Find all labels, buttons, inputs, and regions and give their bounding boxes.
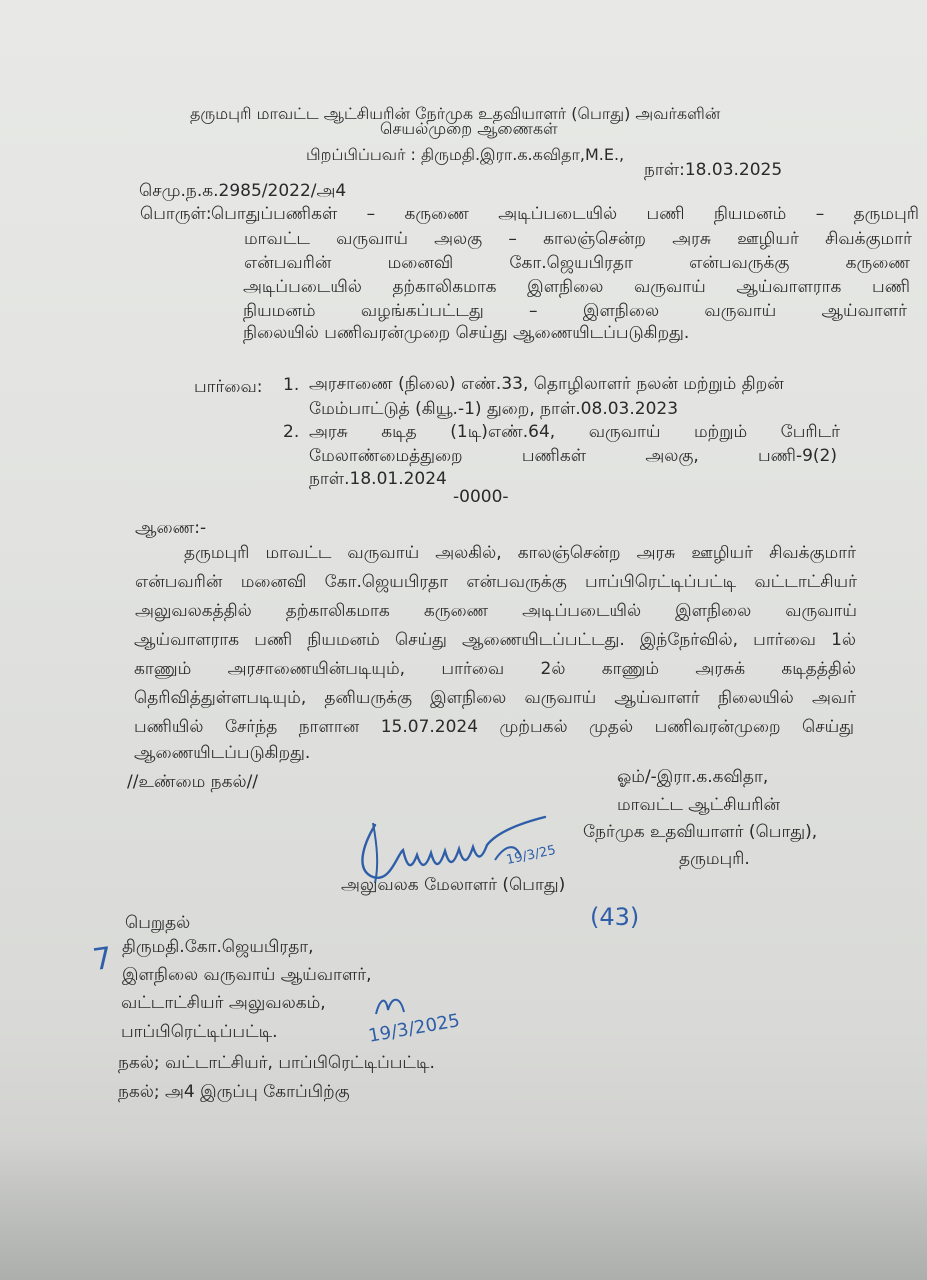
reference-line: அரசாணை (நிலை) எண்.33, தொழிலாளர் நலன் மற்றும் திறன்: [309, 374, 784, 394]
signatory-name: ஓம்/-இரா.க.கவிதா,: [617, 767, 769, 787]
subject-line: பொதுப்பணிகள் – கருணை அடிப்படையில் பணி நியமனம் – தருமபுரி: [211, 204, 919, 224]
subject-line: அடிப்படையில் தற்காலிகமாக இளநிலை வருவாய் ஆய்வாளராக பணி: [243, 277, 910, 297]
subject-line: மாவட்ட வருவாய் அலகு – காலஞ்சென்ற அரசு ஊழியர் சிவக்குமார்: [244, 229, 912, 249]
order-line: என்பவரின் மனைவி கோ.ஜெயபிரதா என்பவருக்கு பாப்பிரெட்டிப்பட்டி வட்டாட்சியர்: [135, 572, 857, 592]
receipt-date: 19/3/2025: [366, 1010, 462, 1047]
handwritten-mark: 7: [90, 940, 115, 979]
order-label: ஆணை:-: [135, 518, 207, 538]
references-label: பார்வை:: [194, 377, 263, 397]
reference-line: மேலாண்மைத்துறை பணிகள் அலகு, பணி-9(2): [309, 446, 837, 466]
subject-line: நியமனம் வழங்கப்பட்டது – இளநிலை வருவாய் ஆய்வாளர்: [243, 301, 907, 321]
recipient-place: பாப்பிரெட்டிப்பட்டி.: [121, 1022, 278, 1042]
signatory-place: தருமபுரி.: [679, 849, 750, 869]
recipient-designation: இளநிலை வருவாய் ஆய்வாளர்,: [122, 965, 372, 985]
true-copy-label: //உண்மை நகல்//: [127, 772, 259, 792]
order-line: ஆய்வாளராக பணி நியமனம் செய்து ஆணையிடப்பட்டது. இந்நேர்வில், பார்வை 1ல்: [134, 630, 856, 650]
order-line: அலுவலகத்தில் தற்காலிகமாக கருணை அடிப்படையில் இளநிலை வருவாய்: [135, 601, 857, 621]
reference-number-1: 1.: [283, 375, 300, 395]
recipient-office: வட்டாட்சியர் அலுவலகம்,: [121, 993, 326, 1013]
section-separator: -0000-: [453, 487, 509, 507]
recipient-name: திருமதி.கோ.ஜெயபிரதா,: [122, 937, 314, 957]
copy-to-line: நகல்; வட்டாட்சியர், பாப்பிரெட்டிப்பட்டி.: [118, 1053, 435, 1073]
reference-line: நாள்.18.01.2024: [309, 469, 447, 489]
signatory-title: மாவட்ட ஆட்சியரின்: [617, 795, 780, 815]
initial-scribble: [370, 990, 410, 1020]
order-line: காணும் அரசாணையின்படியும், பார்வை 2ல் காணும் அரசுக் கடிதத்தில்: [134, 659, 856, 679]
order-line: பணியில் சேர்ந்த நாளான 15.07.2024 முற்பகல் முதல் பணிவரன்முறை செய்து: [134, 717, 854, 737]
handwritten-note: (43): [590, 903, 640, 931]
subject-line: நிலையில் பணிவரன்முறை செய்து ஆணையிடப்படுகிறது.: [243, 323, 690, 343]
reference-line: மேம்பாட்டுத் (கியூ.-1) துறை, நாள்.08.03.2023: [309, 399, 679, 419]
signature-date: 19/3/25: [504, 842, 558, 869]
subject-label: பொருள்:: [140, 204, 212, 224]
order-line: தெரிவித்துள்ளபடியும், தனியருக்கு இளநிலை வருவாய் ஆய்வாளர் நிலையில் அவர்: [134, 688, 856, 708]
reference-number-2: 2.: [283, 422, 300, 442]
copy-to-line: நகல்; அ4 இருப்பு கோப்பிற்கு: [118, 1082, 350, 1102]
subject-line: என்பவரின் மனைவி கோ.ஜெயபிரதா என்பவருக்கு கருணை: [244, 253, 910, 273]
order-date: நாள்:18.03.2025: [644, 160, 783, 180]
recipient-label: பெறுதல்: [125, 913, 191, 933]
signatory-designation: நேர்முக உதவியாளர் (பொது),: [583, 822, 818, 842]
attester-label: அலுவலக மேலாளர் (பொது): [341, 875, 566, 895]
order-line: தருமபுரி மாவட்ட வருவாய் அலகில், காலஞ்சென்ற அரசு ஊழியர் சிவக்குமார்: [184, 543, 856, 563]
header-issuer: பிறப்பிப்பவர் : திருமதி.இரா.க.கவிதா,M.E.,: [306, 145, 625, 164]
reference-line: அரசு கடித (1டி)எண்.64, வருவாய் மற்றும் பேரிடர்: [309, 422, 840, 442]
header-line-1: தருமபுரி மாவட்ட ஆட்சியரின் நேர்முக உதவியாளர் (பொது) அவர்களின்: [190, 104, 721, 123]
order-line: ஆணையிடப்படுகிறது.: [134, 743, 311, 763]
reference-number: செமு.ந.க.2985/2022/அ4: [139, 181, 347, 201]
header-line-2: செயல்முறை ஆணைகள்: [380, 119, 558, 138]
